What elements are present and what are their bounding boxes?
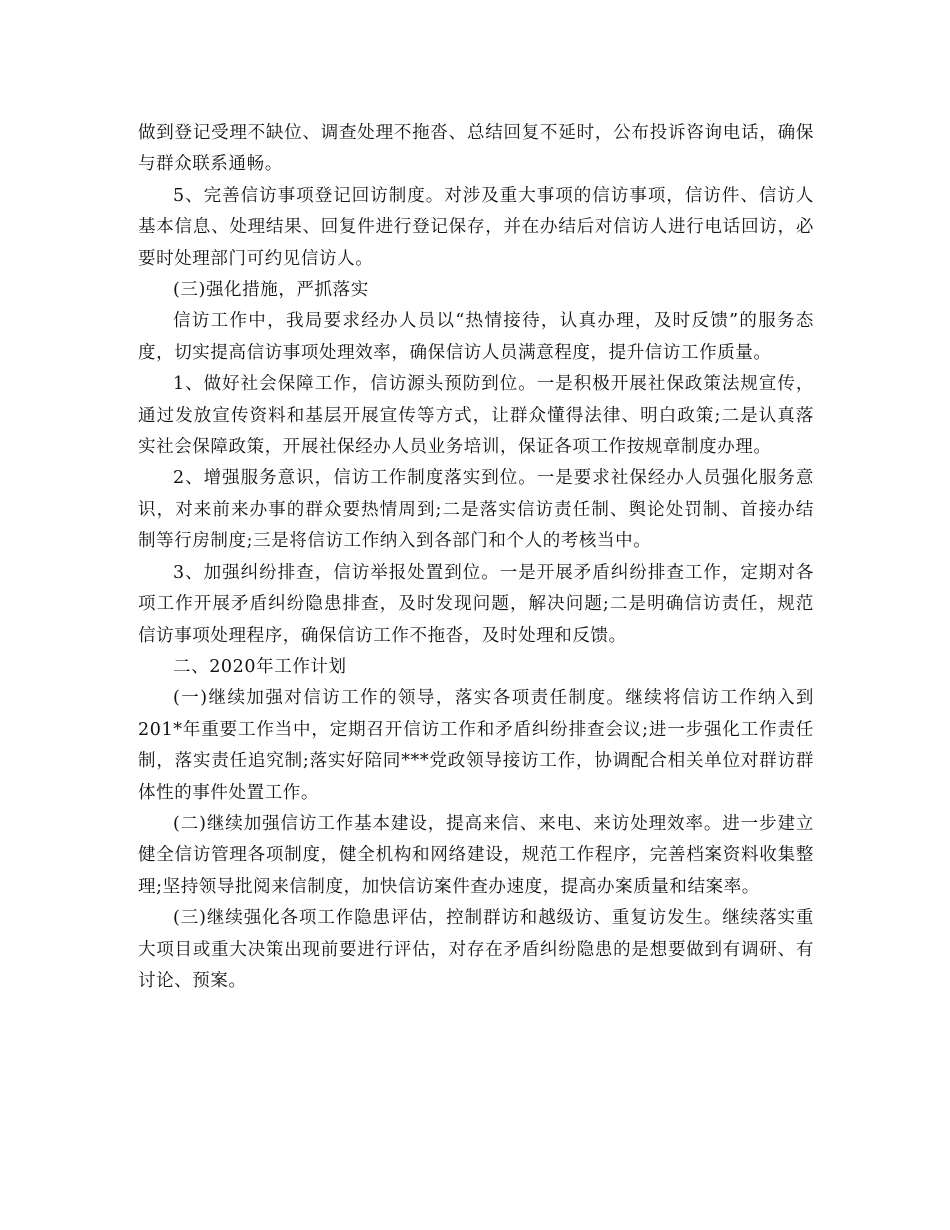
paragraph-10: (二)继续加强信访工作基本建设，提高来信、来电、来访处理效率。进一步建立健全信访管理各项制度，健全机构和网络建设，规范工作程序，完善档案资料收集整理;坚持领导批阅来信制度，加快信访案件查办速度，提高办案质量和结案率。 [138,813,814,897]
paragraph-2: 5、完善信访事项登记回访制度。对涉及重大事项的信访事项，信访件、信访人基本信息、处理结果、回复件进行登记保存，并在办结后对信访人进行电话回访，必要时处理部门可约见信访人。 [138,185,814,269]
paragraph-9: (一)继续加强对信访工作的领导，落实各项责任制度。继续将信访工作纳入到201*年重要工作当中，定期召开信访工作和矛盾纠纷排查会议;进一步强化工作责任制，落实责任追究制;落实好陪同***党政领导接访工作，协调配合相关单位对群访群体性的事件处置工作。 [138,688,814,803]
section-heading-2020-plan: 二、2020年工作计划 [173,656,347,677]
paragraph-4: 信访工作中，我局要求经办人员以“热情接待，认真办理，及时反馈”的服务态度，切实提高信访事项处理效率，确保信访人员满意程度，提升信访工作质量。 [138,311,814,363]
paragraph-6: 2、增强服务意识，信访工作制度落实到位。一是要求社保经办人员强化服务意识，对来前来办事的群众要热情周到;二是落实信访责任制、舆论处罚制、首接办结制等行房制度;三是将信访工作纳入到各部门和个人的考核当中。 [138,468,814,552]
paragraph-1: 做到登记受理不缺位、调查处理不拖沓、总结回复不延时，公布投诉咨询电话，确保与群众联系通畅。 [138,123,814,175]
section-heading-3: (三)强化措施，严抓落实 [173,280,369,301]
paragraph-11: (三)继续强化各项工作隐患评估，控制群访和越级访、重复访发生。继续落实重大项目或重大决策出现前要进行评估，对存在矛盾纠纷隐患的是想要做到有调研、有讨论、预案。 [138,908,814,991]
document-page [138,118,814,997]
paragraph-5: 1、做好社会保障工作，信访源头预防到位。一是积极开展社保政策法规宣传，通过发放宣传资料和基层开展宣传等方式，让群众懂得法律、明白政策;二是认真落实社会保障政策，开展社保经办人员业务培训，保证各项工作按规章制度办理。 [138,374,814,458]
paragraph-7: 3、加强纠纷排查，信访举报处置到位。一是开展矛盾纠纷排查工作，定期对各项工作开展矛盾纠纷隐患排查，及时发现问题，解决问题;二是明确信访责任，规范信访事项处理程序，确保信访工作不拖沓，及时处理和反馈。 [138,562,814,646]
